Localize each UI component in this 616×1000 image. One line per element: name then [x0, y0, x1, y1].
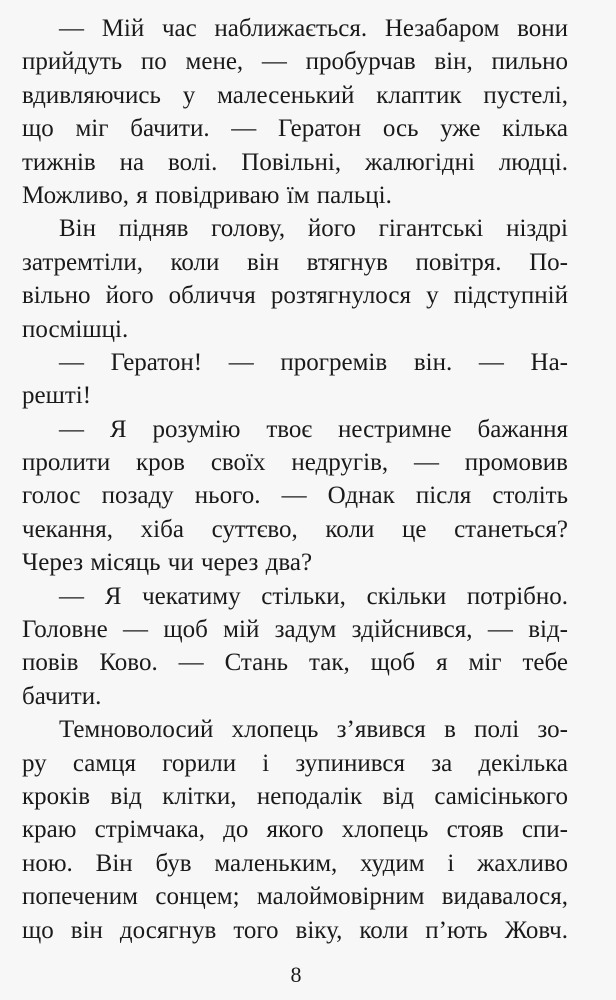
text-line: затремтіли, коли він втягнув повітря. По- — [22, 248, 568, 276]
text-line: — Я чекатиму стільки, скільки потрібно. — [59, 582, 568, 610]
text-line: пролити кров своїх недругів, — промовив — [22, 449, 568, 477]
text-line: решті! — [22, 382, 92, 410]
text-line: кроків від клітки, неподалік від самісінького — [22, 782, 568, 810]
text-line: що він досягнув того віку, коли п’ють Жовч. — [22, 916, 568, 944]
text-line: повів Ково. — Стань так, щоб я міг тебе — [22, 649, 568, 677]
text-line: — Я розумію твоє нестримне бажання — [59, 415, 568, 443]
text-line: Він підняв голову, його гігантські ніздрі — [59, 215, 568, 243]
text-line: Можливо, я повідриваю їм пальці. — [22, 181, 392, 209]
paragraph — [22, 413, 568, 580]
text-line: що міг бачити. — Гератон ось уже кілька — [22, 115, 568, 143]
text-line: ною. Він був маленьким, худим і жахливо — [22, 849, 568, 877]
paragraph — [22, 713, 568, 947]
text-line: чекання, хіба суттєво, коли це станеться? — [22, 515, 568, 543]
text-line: вдивляючись у малесенький клаптик пустелі, — [22, 81, 568, 109]
text-line: краю стрімчака, до якого хлопець стояв спи- — [22, 816, 568, 844]
text-line: — Гератон! — прогремів він. — На- — [59, 348, 568, 376]
page-number: 8 — [290, 962, 302, 987]
text-line: Через місяць чи через два? — [22, 549, 313, 577]
text-line: голос позаду нього. — Однак після століть — [22, 482, 568, 510]
text-line: посмішці. — [22, 315, 129, 343]
paragraph — [22, 12, 568, 212]
text-line: вільно його обличчя розтягнулося у підступній — [22, 282, 568, 310]
text-line: бачити. — [22, 682, 102, 710]
paragraph — [22, 580, 568, 714]
text-body — [22, 12, 568, 947]
text-line: попеченим сонцем; малоймовірним видавалося, — [22, 883, 568, 911]
text-line: прийдуть по мене, — пробурчав він, пильно — [22, 48, 568, 76]
text-line: Темноволосий хлопець з’явився в полі зо- — [59, 716, 568, 744]
text-line: — Мій час наближається. Незабаром вони — [59, 15, 568, 42]
text-line: Головне — щоб мій задум здійснився, — від- — [22, 616, 568, 644]
text-line: тижнів на волі. Повільні, жалюгідні людці. — [22, 148, 568, 176]
paragraph — [22, 346, 568, 413]
text-line: ру самця горили і зупинився за декілька — [22, 749, 568, 777]
paragraph — [22, 212, 568, 346]
